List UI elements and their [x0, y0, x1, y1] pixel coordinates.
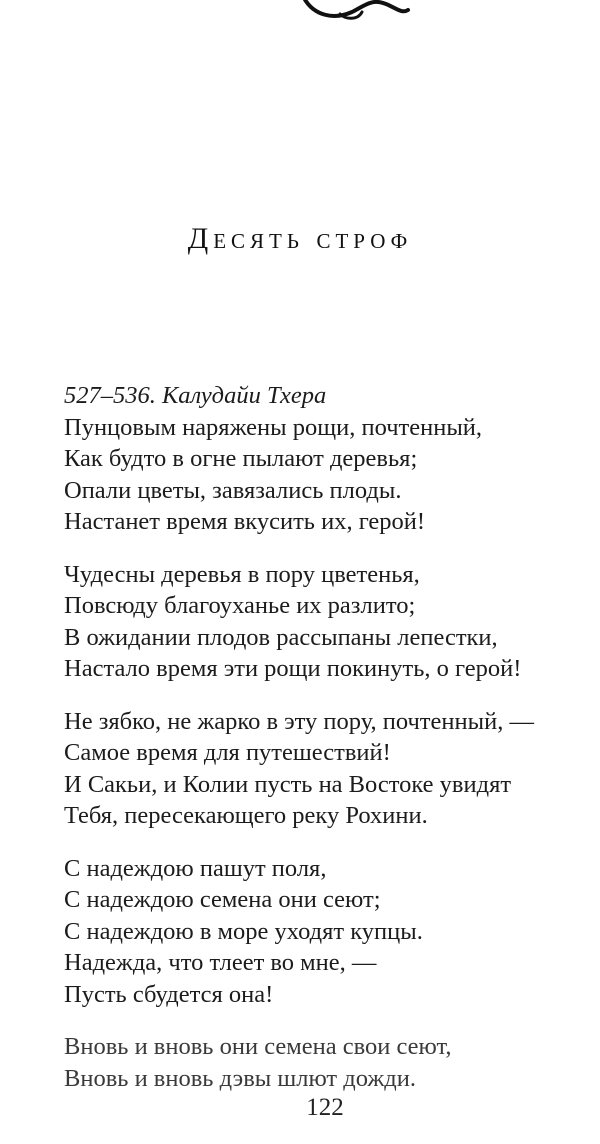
poem-line: С надеждою пашут поля,	[64, 854, 327, 882]
poem-line: С надеждою в море уходят купцы.	[64, 917, 423, 945]
poem-line: Не зябко, не жарко в эту пору, почтенный, —	[64, 707, 534, 735]
poem-line: Самое время для путешествий!	[64, 739, 391, 766]
poem-line: Опали цветы, завязались плоды.	[64, 476, 402, 504]
poem-line: Настало время эти рощи покинуть, о герой!	[64, 655, 522, 682]
poem-line: Вновь и вновь они семена свои сеют,	[64, 1033, 452, 1060]
poem-line: Повсюду благоуханье их разлито;	[64, 592, 416, 619]
poem	[64, 380, 584, 1115]
chapter-title: Десять строф	[187, 222, 413, 255]
flourish-ornament-icon	[300, 0, 410, 22]
poem-heading: 527–536. Калудайи Тхера	[64, 382, 327, 409]
poem-line: Тебя, пересекающего реку Рохини.	[64, 802, 428, 829]
poem-line: Как будто в огне пылают деревья;	[64, 445, 418, 472]
stanza-1	[64, 412, 584, 538]
poem-line: Надежда, что тлеет во мне, —	[64, 949, 377, 976]
poem-line: Чудесны деревья в пору цветенья,	[64, 560, 420, 588]
poem-line: И Сакьи, и Колии пусть на Востоке увидят	[64, 770, 512, 798]
page-number: 122	[306, 1094, 344, 1121]
stanza-4	[64, 853, 584, 1011]
stanza-5	[64, 1031, 584, 1094]
poem-line: Пусть сбудется она!	[64, 980, 274, 1008]
stanza-3	[64, 706, 584, 832]
poem-line: Вновь и вновь дэвы шлют дожди.	[64, 1064, 416, 1092]
stanza-2	[64, 559, 584, 685]
poem-line: Настанет время вкусить их, герой!	[64, 508, 426, 535]
poem-line: С надеждою семена они сеют;	[64, 886, 381, 913]
poem-line: Пунцовым наряжены рощи, почтенный,	[64, 413, 483, 441]
poem-line: В ожидании плодов рассыпаны лепестки,	[64, 623, 498, 651]
